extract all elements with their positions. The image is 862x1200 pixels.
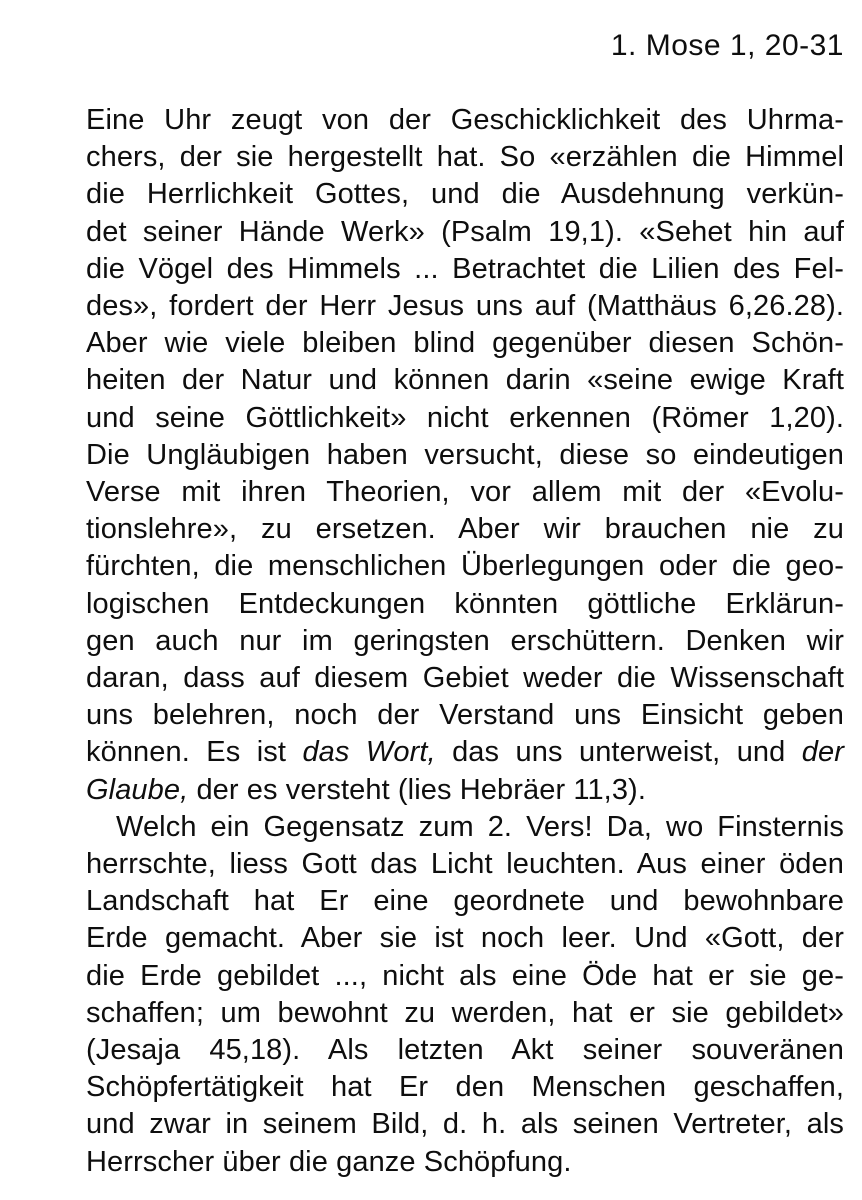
- plain-text: logischen Entdeckungen könnten göttliche Erklärun-: [86, 587, 844, 620]
- text-line: [86, 623, 844, 660]
- text-line: [86, 362, 844, 399]
- text-line: [86, 474, 844, 511]
- plain-text: des», fordert der Herr Jesus uns auf (Matthäus 6,26.28).: [86, 290, 844, 323]
- text-column: [86, 0, 844, 1181]
- text-line: [86, 1069, 844, 1106]
- plain-text: gen auch nur im geringsten erschüttern. Denken wir: [86, 624, 844, 657]
- text-line: [86, 1144, 844, 1181]
- plain-text: tionslehre», zu ersetzen. Aber wir brauchen nie zu: [86, 513, 844, 546]
- plain-text: herrschte, liess Gott das Licht leuchten. Aus einer öden: [86, 848, 844, 881]
- text-line: [86, 139, 844, 176]
- text-line: [86, 958, 844, 995]
- plain-text: Die Ungläubigen haben versucht, diese so eindeutigen: [86, 438, 844, 471]
- plain-text: die Vögel des Himmels ... Betrachtet die Lilien des Fel-: [86, 252, 844, 285]
- italic-text: das Wort,: [302, 736, 436, 769]
- text-line: [86, 809, 844, 846]
- plain-text: (Jesaja 45,18). Als letzten Akt seiner souveränen: [86, 1034, 844, 1067]
- plain-text: das uns unterweist, und: [435, 736, 802, 769]
- paragraph: [86, 809, 844, 1181]
- text-line: [86, 400, 844, 437]
- plain-text: können. Es ist: [86, 736, 303, 769]
- plain-text: Verse mit ihren Theorien, vor allem mit der «Evolu-: [86, 476, 844, 509]
- text-line: [86, 511, 844, 548]
- plain-text: Landschaft hat Er eine geordnete und bewohnbare: [86, 885, 844, 918]
- plain-text: die Erde gebildet ..., nicht als eine Öde hat er sie ge-: [86, 959, 844, 992]
- text-body: [86, 102, 844, 1181]
- text-line: [86, 325, 844, 362]
- plain-text: schaffen; um bewohnt zu werden, hat er sie gebildet»: [86, 996, 844, 1029]
- plain-text: und zwar in seinem Bild, d. h. als seinen Vertreter, als: [86, 1108, 844, 1141]
- text-line: [86, 1106, 844, 1143]
- plain-text: daran, dass auf diesem Gebiet weder die Wissenschaft: [86, 662, 844, 695]
- plain-text: die Herrlichkeit Gottes, und die Ausdehnung verkün-: [86, 178, 844, 211]
- text-line: [86, 586, 844, 623]
- text-line: [86, 102, 844, 139]
- plain-text: Welch ein Gegensatz zum 2. Vers! Da, wo Finsternis: [116, 810, 844, 843]
- plain-text: Herrscher über die ganze Schöpfung.: [86, 1145, 572, 1178]
- plain-text: uns belehren, noch der Verstand uns Einsicht geben: [86, 699, 844, 732]
- text-line: [86, 697, 844, 734]
- text-line: [86, 1032, 844, 1069]
- text-line: [86, 772, 844, 809]
- plain-text: chers, der sie hergestellt hat. So «erzählen die Himmel: [86, 141, 844, 174]
- running-head-reference: 1. Mose 1, 20-31: [610, 29, 844, 62]
- text-line: [86, 920, 844, 957]
- text-line: [86, 214, 844, 251]
- text-line: [86, 548, 844, 585]
- plain-text: fürchten, die menschlichen Überlegungen oder die geo-: [86, 550, 844, 583]
- plain-text: Erde gemacht. Aber sie ist noch leer. Und «Gott, der: [86, 922, 844, 955]
- text-line: [86, 883, 844, 920]
- italic-text: Glaube,: [86, 773, 189, 806]
- plain-text: Aber wie viele bleiben blind gegenüber diesen Schön-: [86, 327, 844, 360]
- plain-text: Eine Uhr zeugt von der Geschicklichkeit des Uhrma-: [86, 104, 844, 136]
- text-line: [86, 660, 844, 697]
- italic-text: der: [801, 736, 844, 769]
- text-line: [86, 251, 844, 288]
- plain-text: der es versteht (lies Hebräer 11,3).: [188, 773, 646, 806]
- plain-text: Schöpfertätigkeit hat Er den Menschen geschaffen,: [86, 1071, 844, 1104]
- paragraph: [86, 102, 844, 809]
- text-line: [86, 734, 844, 771]
- text-line: [86, 846, 844, 883]
- plain-text: heiten der Natur und können darin «seine ewige Kraft: [86, 364, 844, 397]
- plain-text: und seine Göttlichkeit» nicht erkennen (Römer 1,20).: [86, 401, 844, 434]
- text-line: [86, 995, 844, 1032]
- text-line: [86, 176, 844, 213]
- text-line: [86, 437, 844, 474]
- text-line: [86, 288, 844, 325]
- plain-text: det seiner Hände Werk» (Psalm 19,1). «Sehet hin auf: [86, 215, 844, 248]
